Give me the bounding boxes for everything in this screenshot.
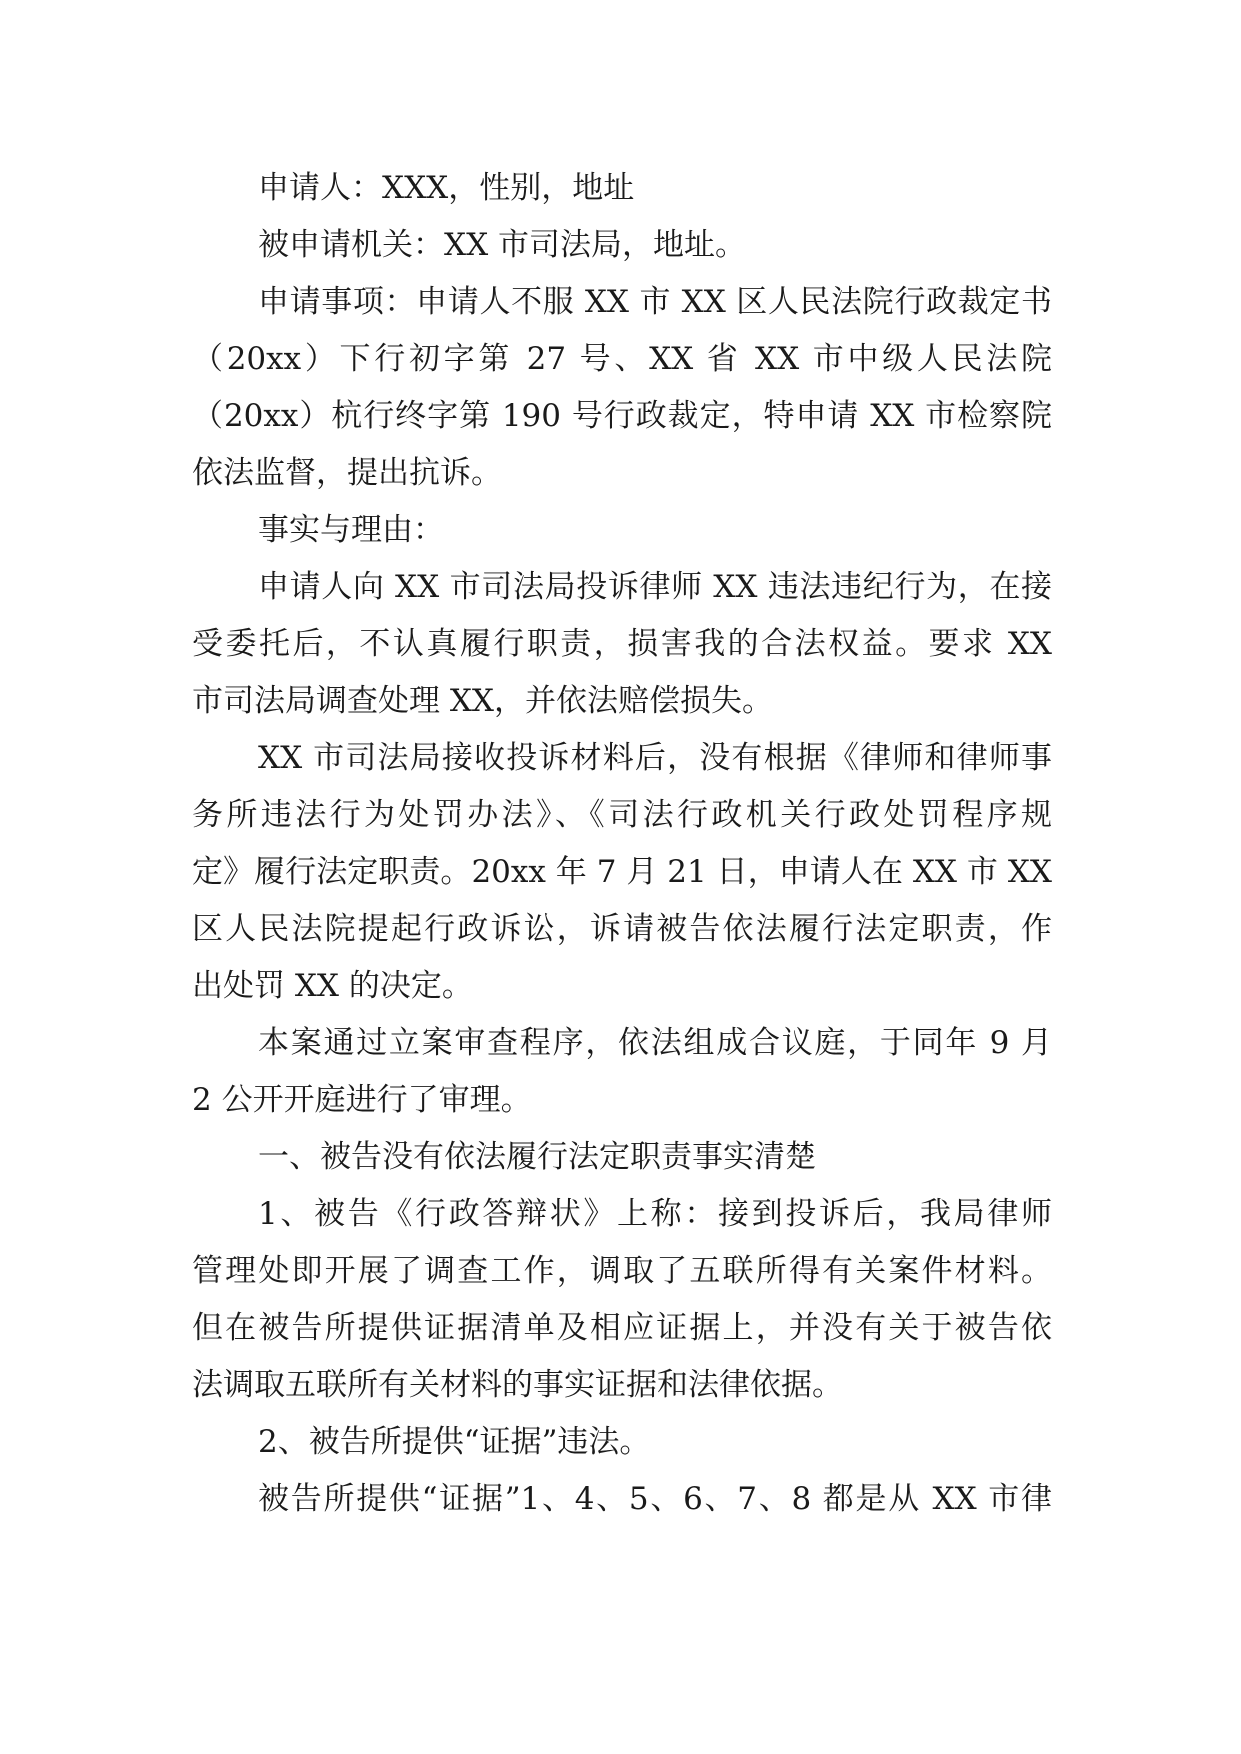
facts-paragraph-line: 定》履行法定职责。20xx 年 7 月 21 日，申请人在 XX 市 XX — [192, 854, 1052, 890]
request-paragraph-line: 申请事项：申请人不服 XX 市 XX 区人民法院行政裁定书 — [258, 284, 1052, 320]
request-paragraph-line: （20xx）下行初字第 27 号、XX 省 XX 市中级人民法院 — [192, 341, 1052, 377]
evidence-paragraph-line: 被告所提供“证据”1、4、5、6、7、8 都是从 XX 市律 — [258, 1481, 1052, 1517]
hearing-paragraph-line: 2 公开开庭进行了审理。 — [192, 1082, 532, 1118]
facts-heading: 事实与理由： — [258, 512, 444, 548]
facts-paragraph-line: XX 市司法局接收投诉材料后，没有根据《律师和律师事 — [258, 740, 1052, 776]
facts-paragraph-line: 区人民法院提起行政诉讼，诉请被告依法履行法定职责，作 — [192, 911, 1052, 947]
facts-paragraph-line: 受委托后，不认真履行职责，损害我的合法权益。要求 XX — [192, 626, 1052, 662]
request-paragraph-line: （20xx）杭行终字第 190 号行政裁定，特申请 XX 市检察院 — [192, 398, 1052, 434]
respondent-line: 被申请机关：XX 市司法局，地址。 — [258, 227, 746, 263]
document-body — [192, 160, 1052, 1528]
point-1-line: 但在被告所提供证据清单及相应证据上，并没有关于被告依 — [192, 1310, 1052, 1346]
applicant-line: 申请人：XXX，性别，地址 — [258, 170, 635, 206]
section-heading: 一、被告没有依法履行法定职责事实清楚 — [258, 1139, 816, 1175]
facts-paragraph-line: 出处罚 XX 的决定。 — [192, 968, 473, 1004]
hearing-paragraph-line: 本案通过立案审查程序，依法组成合议庭，于同年 9 月 — [258, 1025, 1052, 1061]
point-1-line: 法调取五联所有关材料的事实证据和法律依据。 — [192, 1367, 843, 1403]
facts-paragraph-line: 市司法局调查处理 XX，并依法赔偿损失。 — [192, 683, 773, 719]
request-paragraph-line: 依法监督，提出抗诉。 — [192, 455, 502, 491]
point-1-line: 管理处即开展了调查工作，调取了五联所得有关案件材料。 — [192, 1253, 1052, 1289]
point-2-line: 2、被告所提供“证据”违法。 — [258, 1424, 651, 1460]
facts-paragraph-line: 务所违法行为处罚办法》、《司法行政机关行政处罚程序规 — [192, 797, 1052, 833]
point-1-line: 1、被告《行政答辩状》上称：接到投诉后，我局律师 — [258, 1196, 1052, 1232]
facts-paragraph-line: 申请人向 XX 市司法局投诉律师 XX 违法违纪行为，在接 — [258, 569, 1052, 605]
